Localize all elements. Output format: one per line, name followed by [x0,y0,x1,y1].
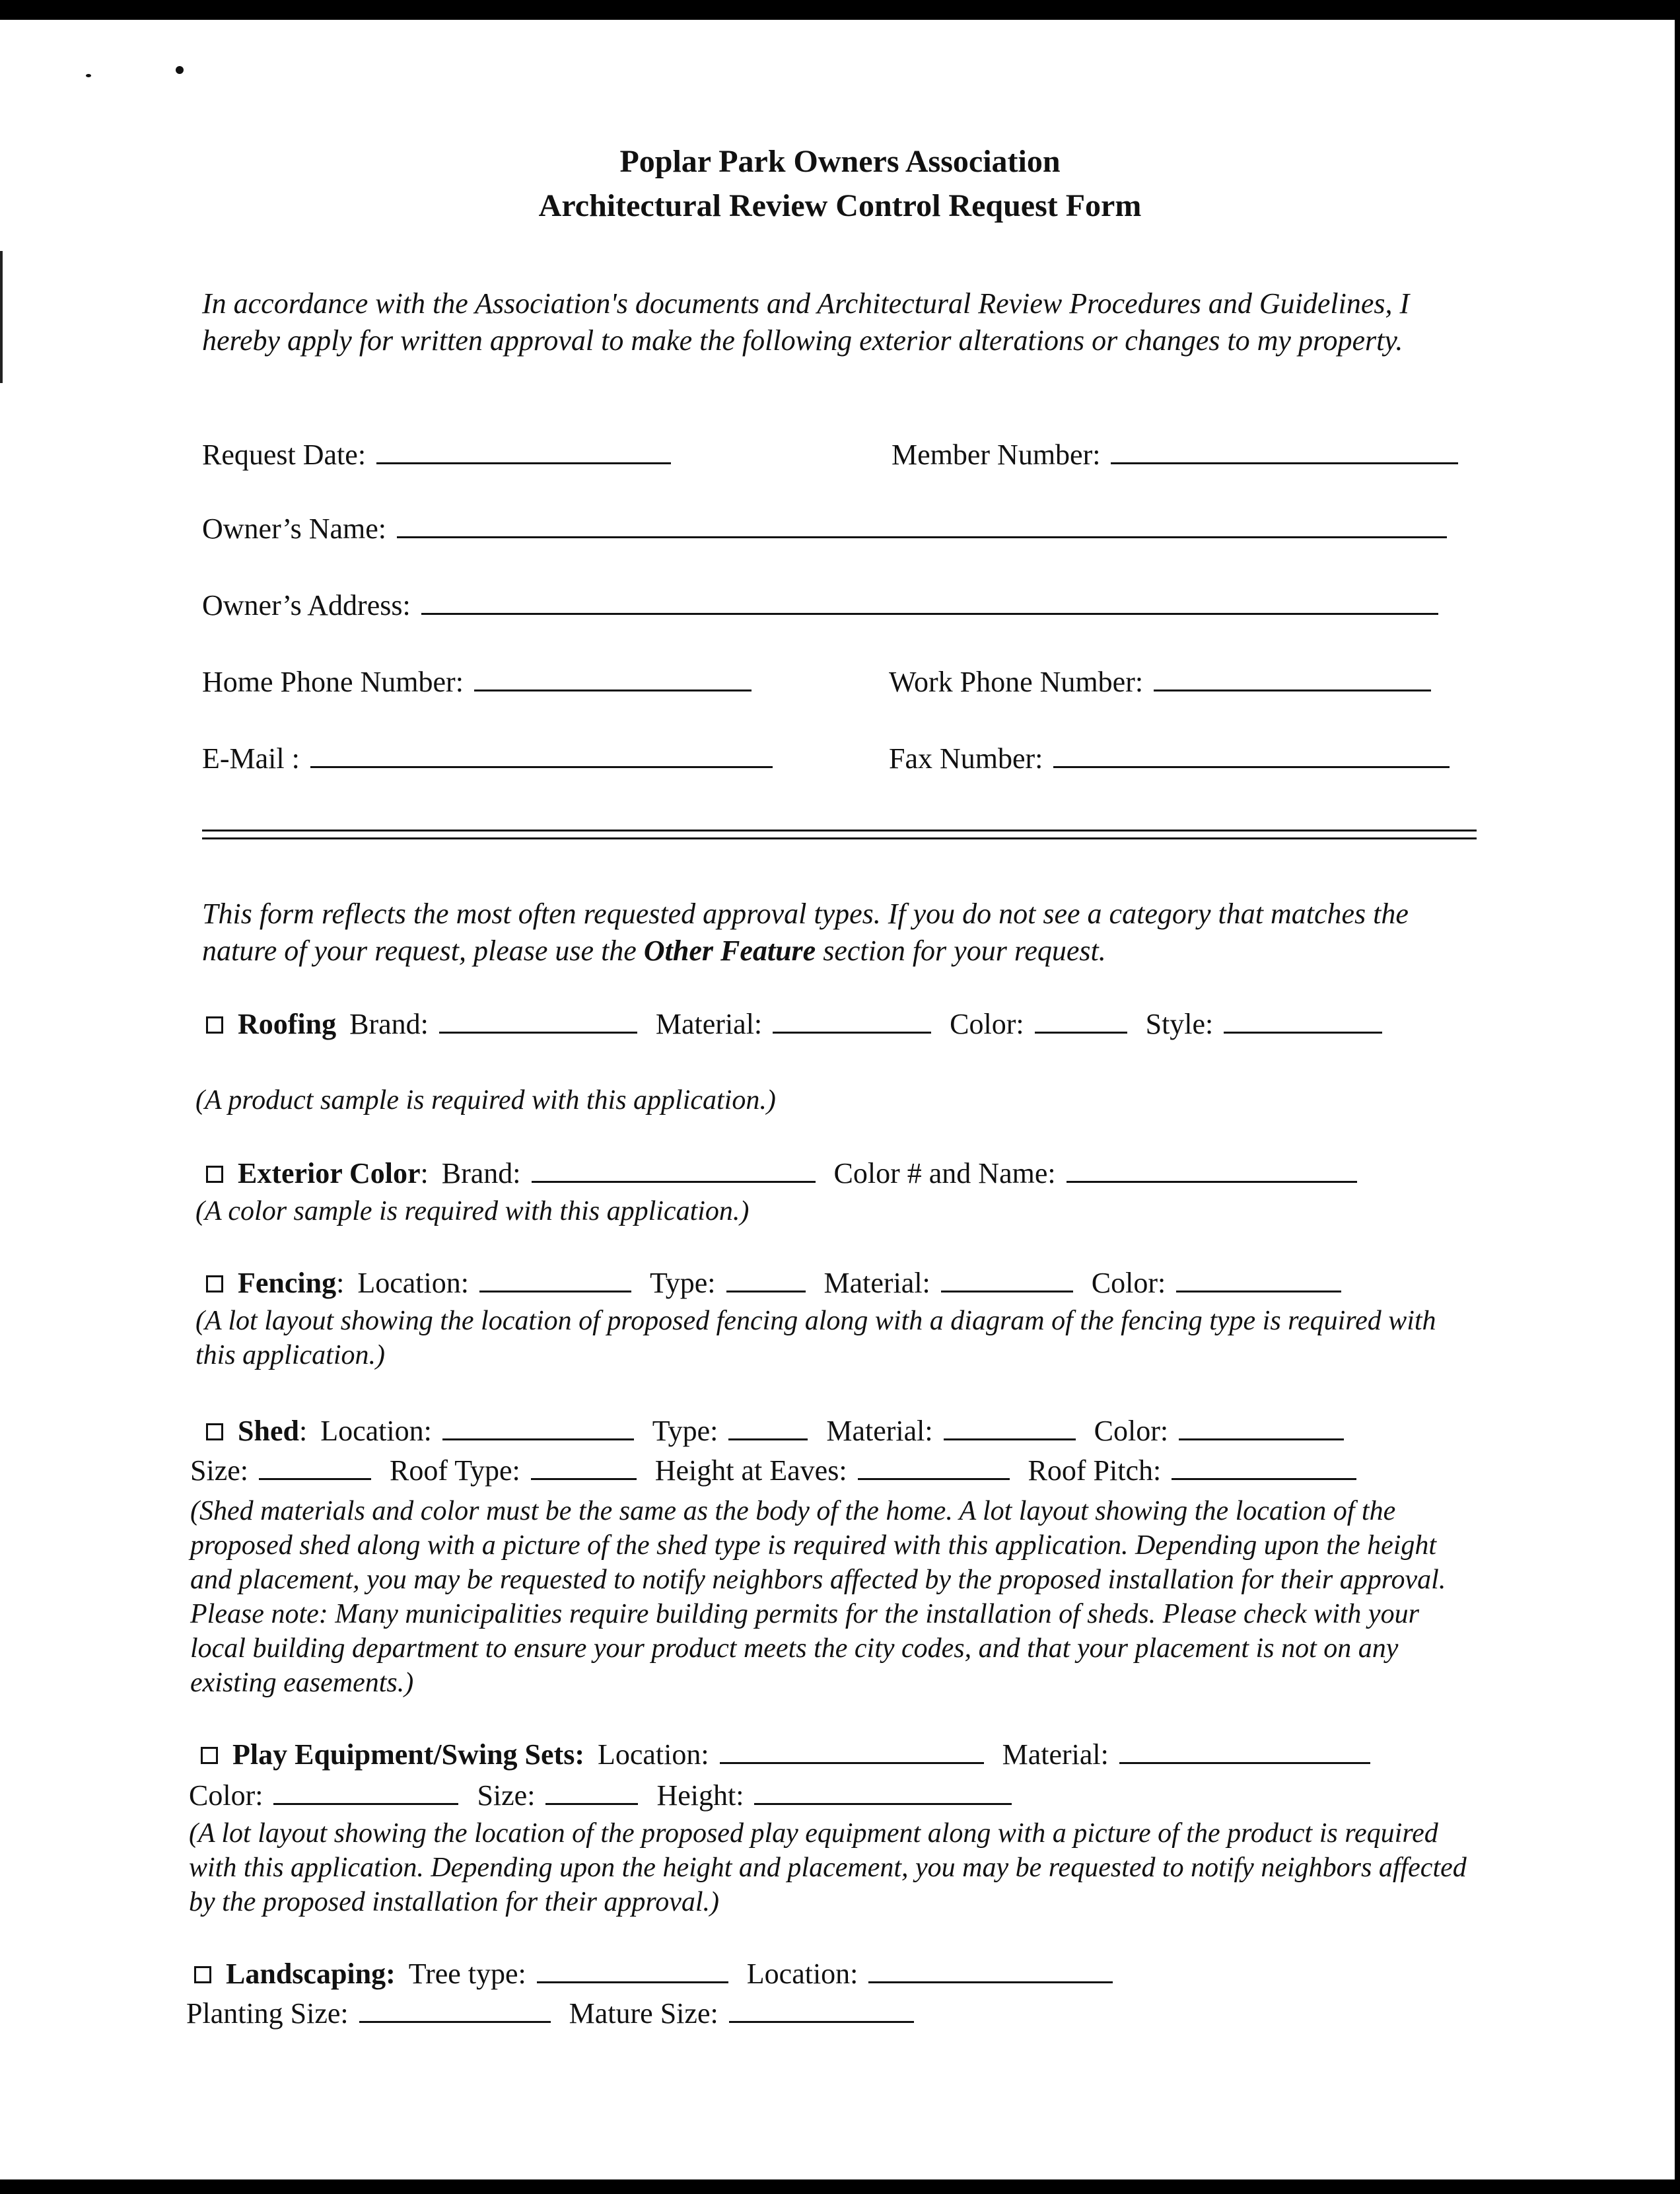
exterior-color-brand-field[interactable] [532,1154,816,1183]
scan-border-right [1675,0,1680,2194]
fencing-material-field[interactable] [941,1264,1073,1292]
play-height-field[interactable] [754,1777,1012,1805]
request-date-row [202,436,689,476]
roofing-checkbox[interactable] [206,1016,223,1034]
shed-height-eaves-label: Height at Eaves: [654,1454,847,1487]
shed-title-text: Shed [238,1415,299,1447]
approval-note-text-end: section for your request. [816,935,1106,967]
roofing-material-field[interactable] [773,1005,931,1034]
request-date-label: Request Date: [202,439,367,471]
play-location-field[interactable] [720,1736,984,1764]
shed-roof-pitch-label: Roof Pitch: [1028,1454,1162,1487]
shed-size-field[interactable] [259,1452,371,1480]
intro-paragraph: In accordance with the Association's documents and Architectural Review Procedures and Guidelines, I hereby apply for written approval to make the following exterior alterations or changes to my property. [202,287,1410,357]
fencing-location-field[interactable] [479,1264,631,1292]
color-number-name-field[interactable] [1067,1154,1357,1183]
email-label: E-Mail : [202,742,300,775]
roofing-style-field[interactable] [1224,1005,1382,1034]
owners-address-row [202,586,1457,626]
section-divider [202,837,1477,839]
member-number-row [892,436,1477,476]
scan-border-left [0,251,3,383]
landscaping-location-label: Location: [746,1958,858,1990]
play-material-field[interactable] [1119,1736,1370,1764]
fencing-location-label: Location: [357,1267,469,1299]
landscaping-row-1 [194,1955,1131,1995]
tree-type-field[interactable] [537,1955,728,1983]
play-height-label: Height: [656,1779,744,1812]
shed-roof-type-label: Roof Type: [389,1454,520,1487]
roofing-color-label: Color: [950,1008,1024,1040]
home-phone-label: Home Phone Number: [202,666,464,698]
roofing-row [206,1005,1401,1045]
shed-material-field[interactable] [944,1412,1076,1440]
fencing-checkbox[interactable] [206,1275,223,1292]
fencing-color-field[interactable] [1176,1264,1341,1292]
shed-row-2 [190,1452,1375,1491]
play-material-label: Material: [1002,1738,1109,1771]
shed-color-label: Color: [1094,1415,1169,1447]
planting-size-field[interactable] [359,1995,551,2023]
roofing-material-label: Material: [655,1008,763,1040]
shed-location-label: Location: [320,1415,432,1447]
form-title-line2: Architectural Review Control Request Form [538,188,1142,223]
play-size-field[interactable] [545,1777,638,1805]
member-number-label: Member Number: [892,439,1101,471]
mature-size-label: Mature Size: [569,1997,718,2030]
shed-roof-type-field[interactable] [531,1452,637,1480]
roofing-style-label: Style: [1145,1008,1214,1040]
fencing-row [206,1264,1360,1304]
scan-speck [86,74,91,77]
fencing-colon: : [336,1267,345,1299]
fencing-title-text: Fencing [238,1267,337,1299]
shed-location-field[interactable] [442,1412,634,1440]
landscaping-checkbox[interactable] [194,1966,211,1983]
fax-row [889,740,1468,779]
shed-type-field[interactable] [728,1412,808,1440]
fax-label: Fax Number: [889,742,1043,775]
other-feature-emphasis: Other Feature [643,935,816,967]
owners-address-label: Owner’s Address: [202,589,411,621]
shed-note: (Shed materials and color must be the same as the body of the home. A lot layout showing the location of the proposed shed along with a picture of the shed type is required with this application. Depending upon the height and placement, you may be requested to notify neighbors affected by the proposed installation for their approval. Please note: Many municipalities require building permits for the installation of sheds. Please check with your local building department to ensure your product meets the city codes, and that your placement is not on any existing easements.) [190,1496,1446,1698]
work-phone-field[interactable] [1154,663,1431,691]
email-field[interactable] [310,740,773,768]
play-color-field[interactable] [273,1777,458,1805]
fax-field[interactable] [1053,740,1450,768]
roofing-note: (A product sample is required with this application.) [195,1085,776,1115]
approval-note-text: This form reflects the most often requested approval types. If you do not see a category that matches the nature of your request, please use the [202,898,1409,967]
shed-colon: : [298,1415,308,1447]
play-equipment-title: Play Equipment/Swing Sets: [232,1738,584,1771]
roofing-brand-label: Brand: [349,1008,429,1040]
roofing-title: Roofing [238,1008,337,1040]
play-equipment-note: (A lot layout showing the location of the proposed play equipment along with a picture of the product is required with this application. Depending upon the height and placement, you may be requested to notify neighbors affected by the proposed installation for their approval.) [189,1818,1467,1917]
scan-border-bottom [0,2179,1680,2194]
fencing-type-field[interactable] [726,1264,806,1292]
planting-size-label: Planting Size: [186,1997,349,2030]
section-divider [202,830,1477,832]
exterior-color-brand-label: Brand: [441,1157,521,1189]
roofing-brand-field[interactable] [439,1005,637,1034]
shed-type-label: Type: [652,1415,718,1447]
owners-name-row [202,510,1465,549]
form-title-line1: Poplar Park Owners Association [619,144,1061,179]
scan-border-top [0,0,1680,20]
landscaping-row-2 [186,1995,932,2034]
shed-size-label: Size: [190,1454,248,1487]
tree-type-label: Tree type: [408,1958,526,1990]
shed-row-1 [206,1412,1362,1452]
play-equipment-row-1 [201,1736,1389,1775]
exterior-color-note: (A color sample is required with this application.) [195,1196,750,1226]
mature-size-field[interactable] [729,1995,914,2023]
shed-roof-pitch-field[interactable] [1172,1452,1356,1480]
exterior-color-checkbox[interactable] [206,1166,223,1183]
color-number-name-label: Color # and Name: [833,1157,1056,1189]
shed-checkbox[interactable] [206,1423,223,1440]
work-phone-label: Work Phone Number: [889,666,1144,698]
member-number-field[interactable] [1111,436,1458,464]
approval-types-note [202,896,1457,970]
work-phone-row [889,663,1450,703]
home-phone-row [202,663,770,703]
play-color-label: Color: [189,1779,263,1812]
play-size-label: Size: [477,1779,536,1812]
shed-title [238,1414,307,1448]
exterior-color-colon: : [420,1157,429,1189]
request-date-field[interactable] [376,436,671,464]
shed-height-eaves-field[interactable] [858,1452,1010,1480]
exterior-color-title-text: Exterior Color [238,1157,421,1189]
landscaping-title: Landscaping: [226,1958,396,1990]
email-row [202,740,791,779]
roofing-color-field[interactable] [1035,1005,1127,1034]
fencing-title [238,1266,344,1300]
owners-address-field[interactable] [421,586,1438,615]
shed-color-field[interactable] [1179,1412,1344,1440]
play-equipment-checkbox[interactable] [201,1747,218,1764]
exterior-color-row [206,1154,1376,1194]
fencing-type-label: Type: [649,1267,716,1299]
fencing-note: (A lot layout showing the location of proposed fencing along with a diagram of the fencing type is required with this application.) [195,1306,1436,1370]
fencing-material-label: Material: [823,1267,930,1299]
owners-name-field[interactable] [397,510,1447,538]
play-location-label: Location: [597,1738,709,1771]
landscaping-location-field[interactable] [868,1955,1113,1983]
home-phone-field[interactable] [474,663,752,691]
shed-material-label: Material: [826,1415,933,1447]
play-equipment-row-2 [189,1777,1030,1816]
exterior-color-title [238,1156,429,1190]
fencing-color-label: Color: [1091,1267,1166,1299]
owners-name-label: Owner’s Name: [202,513,386,545]
scan-speck [176,66,184,74]
